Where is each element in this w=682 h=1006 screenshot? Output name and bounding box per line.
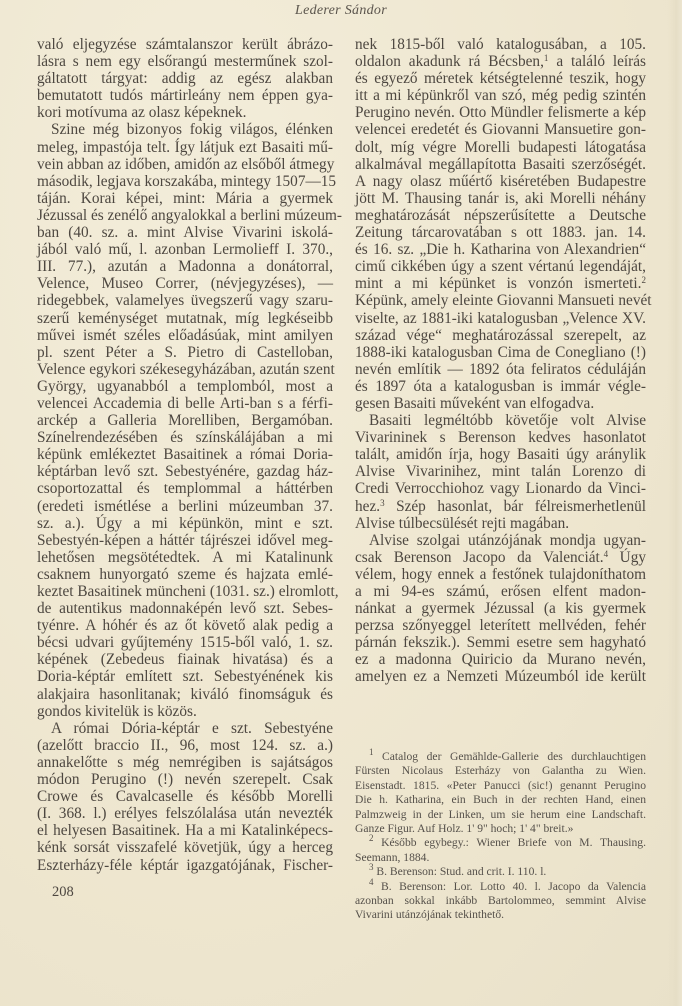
line-text: táján. Korai képei, mint: Mária a gyermek: [37, 189, 333, 207]
text-line: [37, 668, 333, 685]
footnote-reference: 1: [543, 53, 549, 64]
text-line: [355, 53, 646, 70]
text-line: [355, 70, 646, 87]
line-text: Palmzweig in der Linken, um sie herum eine Landschaft.: [355, 807, 646, 821]
line-text: második, legjava korszakába, mintegy 1507—15: [37, 172, 337, 190]
line-text: Velence egykori székesegyházában, azután szent: [37, 360, 335, 378]
footnote-marker: 2: [369, 833, 374, 844]
text-line: [355, 515, 646, 532]
text-line: [37, 463, 333, 480]
text-line: [355, 275, 646, 292]
text-line: [37, 788, 333, 805]
line-text: csoportozattal és templommal a háttérben: [37, 480, 333, 498]
text-line: [37, 258, 333, 275]
text-line: [355, 190, 646, 207]
text-line: [37, 839, 333, 856]
text-line: [37, 104, 333, 121]
footnote-line: [355, 894, 646, 908]
line-text: Fürsten Nicolaus Esterházy von Galantha zu Wien.: [355, 764, 646, 778]
text-line: [355, 412, 646, 429]
line-text: nevén említik — 1892 óta feliratos céduláján: [355, 360, 646, 378]
line-text: Alvise túlbecsülését rejti magában.: [355, 514, 570, 532]
line-text: ban (40. sz. a. mint Alvise Vivarini iskolá-: [37, 224, 333, 242]
footnote-line: [355, 793, 646, 807]
line-text: század vége“ meghatározással szerepelt, az: [355, 326, 646, 344]
text-line: [355, 258, 646, 275]
line-text: talált, amidőn írja, hogy Basaiti úgy aránylik: [355, 446, 646, 464]
text-line: [37, 327, 333, 344]
text-line: [355, 498, 646, 515]
line-text: de autentikus madonnaképén levő szt. Sebes-: [37, 600, 333, 618]
line-text: a találó leírás: [548, 53, 646, 71]
text-line: [37, 686, 333, 703]
line-text: alkalmával megállapította Basaiti szerzőségét.: [355, 155, 646, 173]
line-text: arckép a Galleria Morelliben, Bergamóban.: [37, 412, 333, 430]
text-line: [37, 515, 333, 532]
line-text: a mi 94-es számú, erősen elfent madon-: [355, 583, 646, 600]
text-line: [37, 378, 333, 395]
line-text: tyénre. A hóhér és az őt követő alak pedig a: [37, 617, 333, 635]
text-line: [355, 327, 646, 344]
text-line: [37, 292, 333, 309]
text-line: [37, 737, 333, 754]
text-line: [355, 600, 646, 617]
line-text: és egyező méretek kétségtelenné teszik, hogy: [355, 70, 646, 88]
line-text: és 1897 óta a katalogusban is immár végle-: [355, 377, 646, 395]
text-line: [355, 224, 646, 241]
footnote-reference: 2: [641, 275, 646, 286]
footnote-line: [355, 908, 646, 922]
text-line: [37, 53, 333, 70]
line-text: alakjaira hasonlitanak; kiváló finomságuk és: [37, 685, 333, 703]
line-text: Perugino nevén. Otto Mündler felismerte a kép: [355, 104, 646, 122]
line-text: Sebestyén-képen a háttér tájrészei idővel meg-: [37, 531, 333, 549]
line-text: nek 1815-ből való katalogusában, a 105.: [355, 36, 646, 53]
line-text: Szép hasonlat, bár félreismerhetlenül: [384, 497, 646, 515]
text-line: [37, 156, 333, 173]
page-edge-shadow: [668, 0, 682, 1006]
line-text: gáltatott tárgyat: addig az egész alakban: [37, 70, 333, 88]
text-line: [355, 583, 646, 600]
line-text: gesen Basaiti műveként van elfogadva.: [355, 394, 595, 412]
page-number: 208: [52, 884, 74, 900]
line-text: III. 77.), azután a Madonna a donátorral,: [37, 258, 333, 276]
text-line: [37, 412, 333, 429]
text-line: [355, 207, 646, 224]
line-text: Eszterházy-féle képtár igazgatójának, Fischer-: [37, 856, 333, 874]
text-line: [355, 634, 646, 651]
text-line: [37, 344, 333, 361]
line-text: Die h. Katharina, ein Buch in der rechten Hand, einen: [355, 793, 646, 807]
line-text: nánkat a gyermek Jézussal (a kis gyermek: [355, 600, 646, 618]
footnote-marker: 4: [369, 876, 374, 887]
text-line: [37, 532, 333, 549]
line-text: bécsi udvari gyűjtemény 1515-ből való, 1. sz.: [37, 634, 333, 652]
text-line: [37, 703, 333, 720]
line-text: dolt, míg végre Morelli budapesti látogatása: [355, 138, 646, 156]
line-text: lehetősen megsötétedtek. A mi Katalinunk: [37, 548, 333, 566]
line-text: Ganze Figur. Auf Holz. 1' 9" hoch; 1' 4" breit.»: [355, 821, 574, 835]
line-text: Seemann, 1884.: [355, 850, 430, 864]
text-line: [37, 651, 333, 668]
line-text: gondos kivitelük is közös.: [37, 702, 197, 720]
line-text: Velence, Museo Correr, (névjegyzéses), —: [37, 275, 333, 293]
footnote-reference: 3: [380, 497, 385, 508]
footnote-line: [355, 808, 646, 822]
line-text: velencei Accademia di belle Arti-ban s a férfi-: [37, 394, 333, 412]
line-text: kénk sorsát visszafelé követjük, úgy a herceg: [37, 839, 333, 857]
footnote-line: [355, 851, 646, 865]
line-text: jából való mű, l. azonban Lermolieff I. 370.,: [37, 241, 333, 259]
line-text: csak Berenson Jacopo da Valenciát.: [355, 548, 604, 566]
line-text: ez a madonna Quiricio da Murano nevén,: [355, 651, 646, 669]
line-text: csaknem hunyorgató szeme és hajzata emlé-: [37, 565, 333, 583]
line-text: Eisenstadt. 1815. «Peter Panucci (sic!) genannt Perugino: [355, 778, 646, 792]
text-line: [355, 173, 646, 190]
line-text: Alvise szolgai utánzójának mondja ugyan-: [369, 531, 646, 549]
text-line: [37, 566, 333, 583]
text-line: [37, 87, 333, 104]
line-text: (eredeti ismétlése a berlini múzeumban 37.: [37, 497, 333, 515]
text-line: [37, 190, 333, 207]
text-line: [355, 480, 646, 497]
line-text: 1888-iki katalogusban Cima de Conegliano (!): [355, 343, 646, 361]
line-text: pl. szent Péter a S. Pietro di Castelloban,: [37, 343, 333, 361]
line-text: oldalon akadunk rá Bécsben,: [355, 53, 544, 71]
line-text: el helyesen Basaitinek. Ha a mi Katalinképecs-: [37, 822, 333, 840]
text-line: [37, 771, 333, 788]
line-text: képünk emlékeztet Basaitinek a római Doria-: [37, 446, 333, 464]
text-line: [355, 566, 646, 583]
line-text: jött M. Thausing tanár is, aki Morelli néhány: [355, 189, 646, 207]
line-text: viselte, az 1881-iki katalogusban „Velence XV.: [355, 309, 646, 327]
text-line: [355, 617, 646, 634]
text-line: [355, 156, 646, 173]
line-text: meleg, impastója telt. Így látjuk ezt Basaiti mű-: [37, 138, 333, 156]
text-line: [355, 446, 646, 463]
text-line: [37, 549, 333, 566]
line-text: meghatározását népszerűsítette a Deutsche: [355, 206, 646, 224]
line-text: Jézussal és zenélő angyalokkal a berlini múzeum-: [37, 206, 342, 224]
text-line: [37, 361, 333, 378]
line-text: keztet Basaitinek müncheni (1031. sz.) elromlott,: [37, 583, 339, 600]
line-text: Catalog der Gemählde-Gallerie des durchlauchtigen: [373, 750, 646, 763]
text-line: [37, 224, 333, 241]
text-line: [355, 429, 646, 446]
text-line: [355, 36, 646, 53]
text-line: [37, 498, 333, 515]
line-text: (I. 368. l.) erélyes felszólalása után nevezték: [37, 805, 333, 823]
footnote-line: [355, 779, 646, 793]
text-line: [37, 310, 333, 327]
text-line: [37, 720, 333, 737]
text-line: [355, 310, 646, 327]
text-line: [37, 275, 333, 292]
text-line: [37, 172, 337, 190]
line-text: Úgy: [608, 548, 647, 566]
text-line: [355, 344, 646, 361]
text-line: [355, 361, 646, 378]
text-line: [37, 634, 333, 651]
text-line: [355, 463, 646, 480]
text-line: [355, 378, 646, 395]
line-text: Basaiti legméltóbb követője volt Alvise: [369, 412, 646, 430]
line-text: Később egybegy.: Wiener Briefe von M. Thausing.: [373, 836, 646, 850]
text-line: [355, 292, 652, 310]
line-text: B. Berenson: Lor. Lotto 40. l. Jacopo da Valencia: [373, 879, 646, 893]
line-text: képtárban levő szt. Sebestyénére, gazdag ház-: [37, 463, 333, 481]
line-text: vélem, hogy ennek a festőnek tulajdoníthatom: [355, 565, 646, 583]
line-text: Szine még bizonyos fokig világos, élénken: [51, 121, 333, 139]
line-text: hez.: [355, 497, 381, 515]
line-text: kori motívuma az olasz képeknek.: [37, 104, 247, 122]
line-text: itt a mi képünkről van szó, még pedig szintén: [355, 87, 646, 105]
line-text: Színelrendezésében és színskálájában a mi: [37, 429, 333, 447]
text-line: [355, 549, 646, 566]
text-line: [355, 87, 646, 104]
line-text: Vivarini utánzójának tekinthető.: [355, 908, 505, 922]
footnotes: [355, 747, 646, 923]
line-text: Vivarininek s Berenson kedves hasonlatot: [355, 429, 646, 447]
line-text: Képünk, amely eleinte Giovanni Mansueti nevét: [355, 292, 652, 310]
text-line: [37, 617, 333, 634]
text-line: [355, 651, 646, 668]
line-text: Zeitung tárcarovatában s ott 1883. jan. 14.: [355, 224, 646, 242]
line-text: lásra s nem egy elsőrangú mesterműnek szol-: [37, 53, 333, 71]
right-column: [355, 36, 652, 686]
text-line: [355, 668, 646, 685]
text-line: [37, 241, 333, 258]
left-column: [37, 36, 342, 874]
footnote-marker: 3: [369, 862, 374, 873]
text-line: [37, 36, 333, 53]
text-line: [355, 241, 646, 258]
text-line: [355, 104, 646, 121]
line-text: és 16. sz. „Die h. Katharina von Alexandrien“: [355, 241, 646, 259]
text-line: [37, 395, 333, 412]
running-head: Lederer Sándor: [295, 3, 387, 18]
footnote-marker: 1: [369, 747, 374, 757]
text-line: [355, 395, 646, 412]
footnote-reference: 4: [603, 548, 609, 559]
line-text: Alvise Vivarinihez, mint talán Lorenzo di: [355, 463, 646, 481]
line-text: művei ismét széles előadásúak, mint amilyen: [37, 326, 333, 344]
line-text: Doria-képtár említett szt. Sebestyénének kis: [37, 668, 333, 686]
text-line: [37, 754, 333, 771]
line-text: A római Dória-képtár e szt. Sebestyéne: [51, 719, 333, 737]
line-text: ridegebbek, valamelyes üvegszerű vagy szaru-: [37, 292, 333, 310]
line-text: cimű cikkében úgy a szent vértanú legendáját,: [355, 258, 646, 276]
text-line: [37, 429, 333, 446]
line-text: A nagy olasz műértő kiséretében Budapestre: [355, 172, 646, 190]
text-line: [37, 822, 333, 839]
line-text: György, ugyanabból a templomból, most a: [37, 377, 333, 395]
line-text: szerű keménységet mutatnak, míg legkéseibb: [37, 309, 333, 327]
text-line: [37, 446, 333, 463]
line-text: mint a mi képünket is vonzón ismerteti.: [355, 275, 642, 293]
line-text: B. Berenson: Stud. and crit. I. 110. l.: [373, 865, 547, 879]
text-line: [37, 70, 333, 87]
line-text: vein abban az időben, amidőn az elsőből átmegy: [37, 155, 335, 173]
text-line: [355, 121, 646, 138]
footnote-line: [355, 876, 646, 894]
line-text: Credi Verrocchiohoz vagy Lionardo da Vinci-: [355, 480, 646, 498]
text-line: [37, 206, 342, 224]
line-text: Crowe és Cavalcaselle és később Morelli: [37, 788, 333, 806]
text-line: [355, 139, 646, 156]
footnote-line: [355, 822, 646, 836]
footnote-line: [355, 833, 646, 850]
line-text: módon Perugino (!) nevén szerepelt. Csak: [37, 771, 333, 789]
text-line: [37, 600, 333, 617]
text-line: [37, 805, 333, 822]
line-text: képének (Zebedeus fiainak hivatása) és a: [37, 651, 333, 669]
text-line: [355, 532, 646, 549]
line-text: bemutatott tudós mártirleány nem éppen gya-: [37, 87, 333, 105]
text-line: [37, 121, 333, 138]
footnote-line: [355, 747, 646, 764]
line-text: való eljegyzése számtalanszor került ábrázo-: [37, 36, 333, 53]
text-line: [37, 583, 339, 600]
text-line: [37, 857, 333, 874]
footnote-line: [355, 862, 646, 879]
line-text: sz. a.). Úgy a mi képünkön, mint e szt.: [37, 514, 333, 532]
line-text: amelyen ez a Nemzeti Múzeumból ide került: [355, 668, 646, 686]
line-text: annakelőtte s még nemrégiben is sajátságos: [37, 753, 333, 771]
line-text: (azelőtt braccio II., 96, most 124. sz. a.): [37, 736, 333, 754]
line-text: párnán fekszik.). Semmi esetre sem hagyható: [355, 634, 646, 652]
line-text: azonban sokkal inkább Bartolommeo, semmint Alvise: [355, 893, 646, 907]
text-line: [37, 139, 333, 156]
line-text: perzsa szőnyeggel leterített mellvéden, fehér: [355, 617, 646, 635]
line-text: velencei eredetét és Giovanni Mansuetire gon-: [355, 121, 646, 139]
text-line: [37, 480, 333, 497]
footnote-line: [355, 764, 646, 778]
